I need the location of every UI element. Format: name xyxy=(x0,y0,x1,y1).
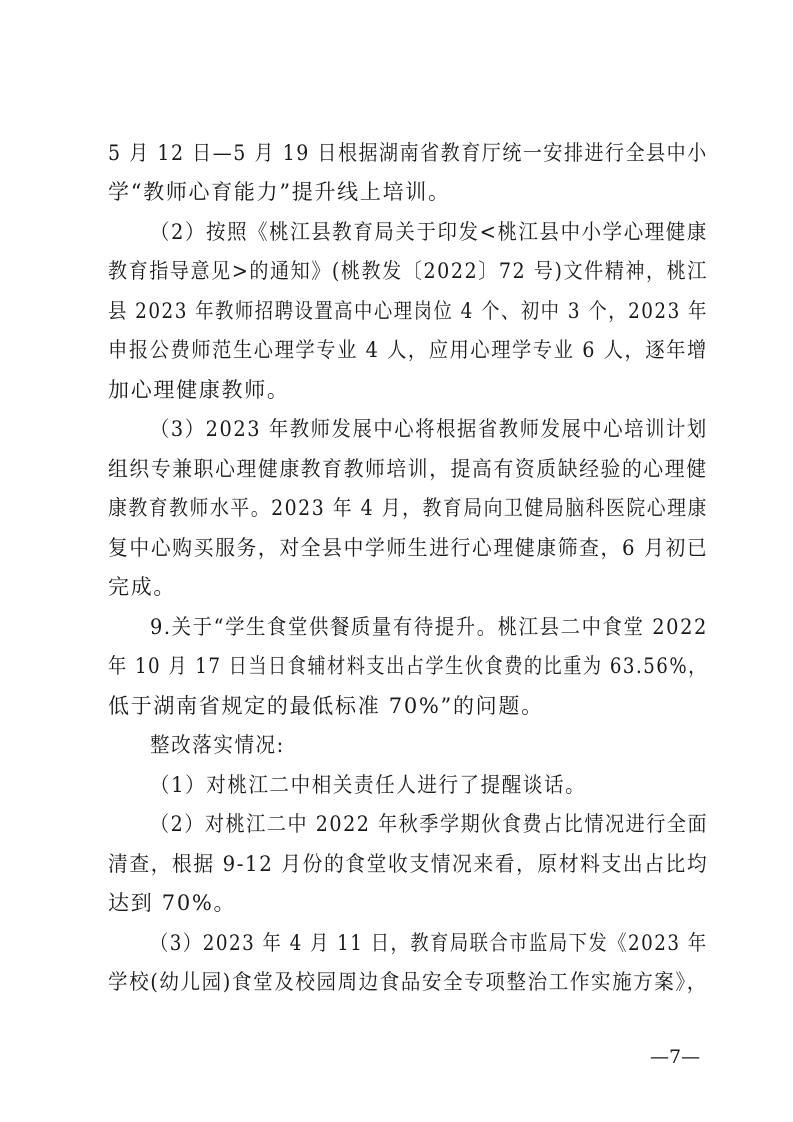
text-line: 5 月 12 日—5 月 19 日根据湖南省教育厅统一安排进行全县中小 xyxy=(108,141,708,165)
text-line: 学“教师心育能力”提升线上培训。 xyxy=(108,180,451,204)
text-line: （1）对桃江二中相关责任人进行了提醒谈话。 xyxy=(150,773,587,797)
text-line: 整改落实情况: xyxy=(150,733,285,757)
text-line: 复中心购买服务，对全县中学师生进行心理健康筛查，6 月初已 xyxy=(108,536,709,560)
text-line: 申报公费师范生心理学专业 4 人，应用心理学专业 6 人，逐年增 xyxy=(108,338,708,362)
text-line: 低于湖南省规定的最低标准 70%”的问题。 xyxy=(108,694,544,718)
text-line: （2）按照《桃江县教育局关于印发<桃江县中小学心理健康 xyxy=(150,220,708,244)
text-line: 加心理健康教师。 xyxy=(108,378,290,402)
text-line: 完成。 xyxy=(108,575,177,599)
text-line: 9.关于“学生食堂供餐质量有待提升。桃江县二中食堂 2022 xyxy=(150,615,708,639)
text-line: （2）对桃江二中 2022 年秋季学期伙食费占比情况进行全面 xyxy=(150,812,709,836)
page-number: —7— xyxy=(650,1046,701,1068)
text-line: 年 10 月 17 日当日食辅材料支出占学生伙食费的比重为 63.56%， xyxy=(108,654,708,678)
text-line: 组织专兼职心理健康教育教师培训，提高有资质缺经验的心理健 xyxy=(108,457,708,481)
text-line: 县 2023 年教师招聘设置高中心理岗位 4 个、初中 3 个，2023 年 xyxy=(108,299,708,323)
text-line: 达到 70%。 xyxy=(108,891,237,915)
text-line: （3）2023 年教师发展中心将根据省教师发展中心培训计划 xyxy=(150,417,708,441)
text-line: 清查，根据 9-12 月份的食堂收支情况来看，原材料支出占比均 xyxy=(108,852,709,876)
text-line: 学校(幼儿园)食堂及校园周边食品安全专项整治工作实施方案》， xyxy=(108,970,708,994)
text-line: 教育指导意见>的通知》(桃教发〔2022〕72 号)文件精神，桃江 xyxy=(108,259,708,283)
text-line: （3）2023 年 4 月 11 日，教育局联合市监局下发《2023 年 xyxy=(150,931,708,955)
text-line: 康教育教师水平。2023 年 4 月，教育局向卫健局脑科医院心理康 xyxy=(108,496,708,520)
